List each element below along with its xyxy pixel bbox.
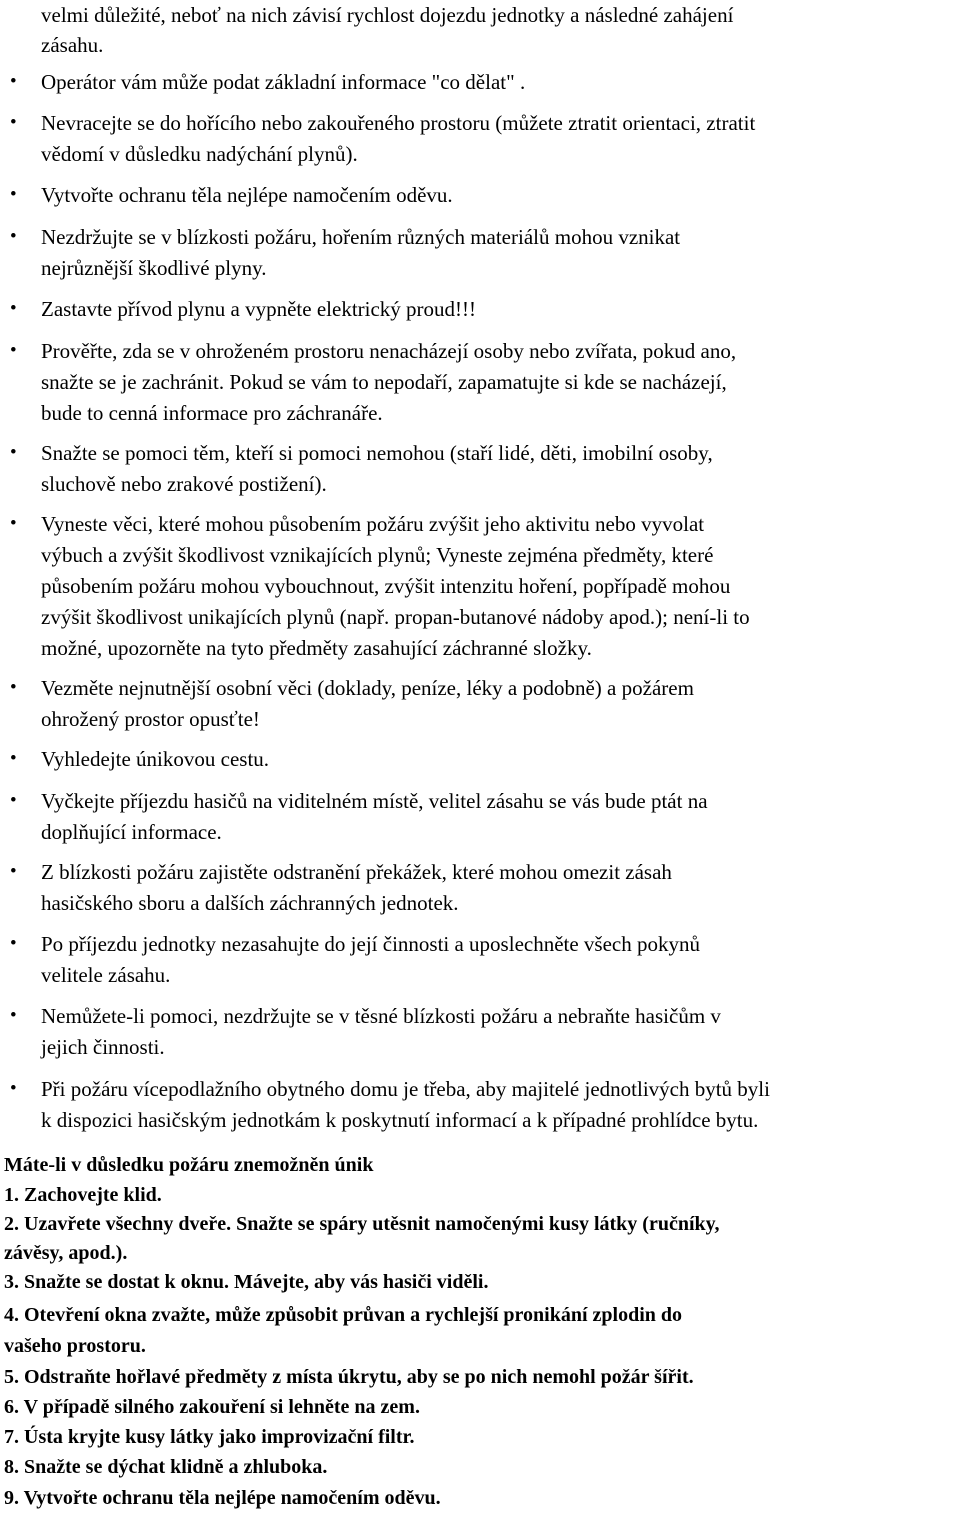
bullet-dot-icon: •: [10, 1005, 17, 1026]
bullet-dot-icon: •: [10, 748, 17, 769]
bullet-text-line: Operátor vám může podat základní informace "co dělat" .: [41, 70, 526, 94]
bullet-text-line: zvýšit škodlivost unikajících plynů (např. propan-butanové nádoby apod.); není-li to: [41, 605, 750, 629]
numbered-instruction-line: 9. Vytvořte ochranu těla nejlépe namočením oděvu.: [4, 1487, 441, 1509]
bullet-dot-icon: •: [10, 933, 17, 954]
numbered-instruction-line: 2. Uzavřete všechny dveře. Snažte se spáry utěsnit namočenými kusy látky (ručníky,: [4, 1213, 720, 1235]
numbered-instruction-line: 4. Otevření okna zvažte, může způsobit průvan a rychlejší pronikání zplodin do: [4, 1304, 683, 1326]
numbered-instruction-line: 7. Ústa kryjte kusy látky jako improvizační filtr.: [4, 1426, 415, 1448]
bullet-text-line: Snažte se pomoci těm, kteří si pomoci nemohou (staří lidé, děti, imobilní osoby,: [41, 441, 713, 465]
bullet-text-line: Vyneste věci, které mohou působením požáru zvýšit jeho aktivitu nebo vyvolat: [41, 512, 705, 536]
bullet-text-line: Nemůžete-li pomoci, nezdržujte se v těsné blízkosti požáru a nebraňte hasičům v: [41, 1004, 721, 1028]
bullet-text-line: Z blízkosti požáru zajistěte odstranění překážek, které mohou omezit zásah: [41, 860, 672, 884]
continuation-line: velmi důležité, neboť na nich závisí rychlost dojezdu jednotky a následné zahájení: [41, 3, 734, 27]
numbered-instruction-line: 3. Snažte se dostat k oknu. Mávejte, aby vás hasiči viděli.: [4, 1271, 489, 1293]
bullet-text-line: výbuch a zvýšit škodlivost vznikajících plynů; Vyneste zejména předměty, které: [41, 543, 714, 567]
bullet-text-line: bude to cenná informace pro záchranáře.: [41, 401, 383, 425]
bullet-text-line: jejich činnosti.: [41, 1035, 165, 1059]
numbered-instruction-line: 1. Zachovejte klid.: [4, 1184, 162, 1206]
bullet-text-line: snažte se je zachránit. Pokud se vám to nepodaří, zapamatujte si kde se nacházejí,: [41, 370, 727, 394]
bullet-text-line: hasičského sboru a dalších záchranných jednotek.: [41, 891, 459, 915]
bullet-text-line: Nevracejte se do hořícího nebo zakouřeného prostoru (můžete ztratit orientaci, ztratit: [41, 111, 756, 135]
bullet-dot-icon: •: [10, 112, 17, 133]
section-heading: Máte-li v důsledku požáru znemožněn únik: [4, 1154, 374, 1176]
bullet-dot-icon: •: [10, 1078, 17, 1099]
numbered-instruction-line: závěsy, apod.).: [4, 1242, 128, 1264]
bullet-text-line: Vyčkejte příjezdu hasičů na viditelném místě, velitel zásahu se vás bude ptát na: [41, 789, 708, 813]
bullet-dot-icon: •: [10, 442, 17, 463]
bullet-text-line: Při požáru vícepodlažního obytného domu je třeba, aby majitelé jednotlivých bytů byli: [41, 1077, 770, 1101]
bullet-text-line: působením požáru mohou vybouchnout, zvýšit intenzitu hoření, popřípadě mohou: [41, 574, 731, 598]
numbered-instruction-line: 6. V případě silného zakouření si lehněte na zem.: [4, 1396, 420, 1418]
bullet-dot-icon: •: [10, 513, 17, 534]
numbered-instruction-line: 5. Odstraňte hořlavé předměty z místa úkrytu, aby se po nich nemohl požár šířit.: [4, 1366, 694, 1388]
numbered-instruction-line: vašeho prostoru.: [4, 1335, 146, 1357]
bullet-text-line: Vytvořte ochranu těla nejlépe namočením oděvu.: [41, 183, 453, 207]
bullet-text-line: Vezměte nejnutnější osobní věci (doklady, peníze, léky a podobně) a požárem: [41, 676, 694, 700]
bullet-text-line: Vyhledejte únikovou cestu.: [41, 747, 270, 771]
bullet-text-line: k dispozici hasičským jednotkám k poskytnutí informací a k případné prohlídce bytu.: [41, 1108, 759, 1132]
bullet-text-line: vědomí v důsledku nadýchání plynů).: [41, 142, 358, 166]
bullet-text-line: Zastavte přívod plynu a vypněte elektrický proud!!!: [41, 297, 477, 321]
bullet-text-line: možné, upozorněte na tyto předměty zasahující záchranné složky.: [41, 636, 592, 660]
bullet-dot-icon: •: [10, 677, 17, 698]
bullet-text-line: Po příjezdu jednotky nezasahujte do její činnosti a uposlechněte všech pokynů: [41, 932, 700, 956]
bullet-dot-icon: •: [10, 71, 17, 92]
bullet-text-line: Prověřte, zda se v ohroženém prostoru nenacházejí osoby nebo zvířata, pokud ano,: [41, 339, 737, 363]
bullet-text-line: ohrožený prostor opusťte!: [41, 707, 260, 731]
bullet-dot-icon: •: [10, 790, 17, 811]
bullet-text-line: Nezdržujte se v blízkosti požáru, hořením různých materiálů mohou vznikat: [41, 225, 681, 249]
continuation-line: zásahu.: [41, 33, 104, 57]
bullet-dot-icon: •: [10, 861, 17, 882]
bullet-text-line: velitele zásahu.: [41, 963, 171, 987]
bullet-dot-icon: •: [10, 298, 17, 319]
bullet-dot-icon: •: [10, 184, 17, 205]
numbered-instruction-line: 8. Snažte se dýchat klidně a zhluboka.: [4, 1456, 328, 1478]
bullet-dot-icon: •: [10, 340, 17, 361]
bullet-text-line: doplňující informace.: [41, 820, 222, 844]
bullet-dot-icon: •: [10, 226, 17, 247]
bullet-text-line: nejrůznější škodlivé plyny.: [41, 256, 267, 280]
bullet-text-line: sluchově nebo zrakové postižení).: [41, 472, 327, 496]
